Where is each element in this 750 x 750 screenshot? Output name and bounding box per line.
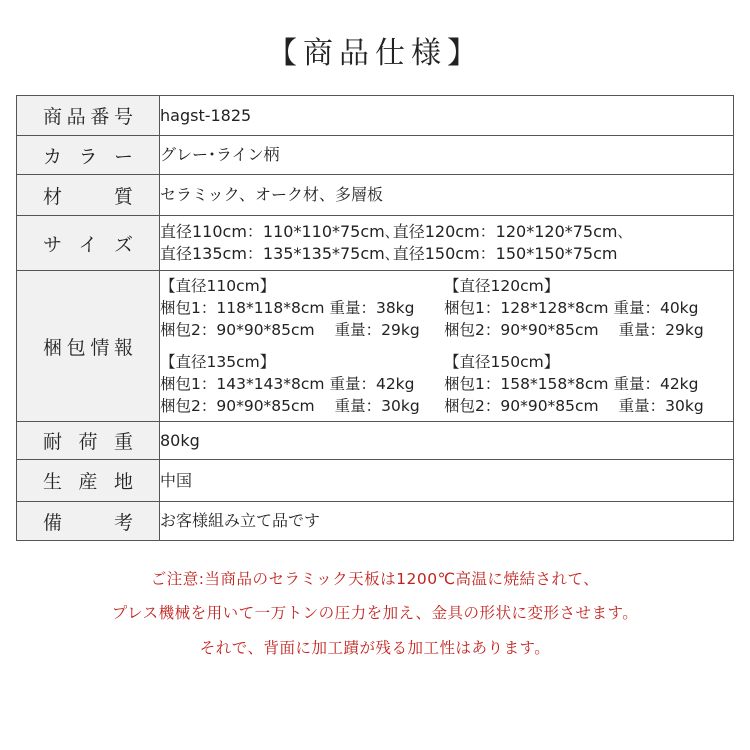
label-load-capacity: 耐 荷 重 <box>17 422 160 460</box>
package-header: 【直径120cm】 <box>444 277 560 295</box>
package-block-120 <box>444 275 714 341</box>
label-size: サ イ ズ <box>17 216 160 271</box>
size-line-1: 直径110cm：110*110*75cm､直径120cm：120*120*75cm､ <box>160 222 626 241</box>
caution-note-line-2: プレス機械を用いて一万トンの圧力を加え、金具の形状に変形させます。 <box>111 604 639 622</box>
caution-note-line-1: ご注意:当商品のセラミック天板は1200℃高温に焼結されて、 <box>150 570 600 588</box>
table-row-product-number <box>17 96 734 136</box>
value-material: セラミック、オーク材、多層板 <box>160 175 734 216</box>
value-origin: 中国 <box>160 460 734 502</box>
size-line-2: 直径135cm：135*135*75cm､直径150cm：150*150*75cm <box>160 244 618 263</box>
label-color: カ ラ ー <box>17 136 160 175</box>
table-row-load-capacity <box>17 422 734 460</box>
label-origin: 生 産 地 <box>17 460 160 502</box>
table-row-remarks <box>17 502 734 541</box>
label-remarks: 備 考 <box>17 502 160 541</box>
package-block-150 <box>444 351 714 417</box>
page-title: 【商品仕様】 <box>267 36 483 71</box>
value-packaging <box>160 271 734 422</box>
value-color: グレー･ライン柄 <box>160 136 734 175</box>
package-line-1: 梱包1：118*118*8cm 重量：38kg <box>160 299 415 317</box>
table-row-size <box>17 216 734 271</box>
label-material: 材 質 <box>17 175 160 216</box>
package-line-1: 梱包1：128*128*8cm 重量：40kg <box>444 299 699 317</box>
package-line-1: 梱包1：158*158*8cm 重量：42kg <box>444 375 699 393</box>
package-block-110 <box>160 275 444 341</box>
package-line-2: 梱包2：90*90*85cm 重量：30kg <box>160 397 420 415</box>
spec-table <box>16 95 734 541</box>
table-row-packaging <box>17 271 734 422</box>
value-remarks: お客様組み立て品です <box>160 502 734 541</box>
label-packaging: 梱 包 情 報 <box>17 271 160 422</box>
packaging-grid <box>160 275 733 417</box>
package-line-2: 梱包2：90*90*85cm 重量：29kg <box>160 321 420 339</box>
package-header: 【直径135cm】 <box>160 353 276 371</box>
value-load-capacity: 80kg <box>160 422 734 460</box>
package-header: 【直径150cm】 <box>444 353 560 371</box>
label-product-number: 商 品 番 号 <box>17 96 160 136</box>
package-header: 【直径110cm】 <box>160 277 276 295</box>
value-size <box>160 216 734 271</box>
table-row-material <box>17 175 734 216</box>
package-line-2: 梱包2：90*90*85cm 重量：30kg <box>444 397 704 415</box>
package-line-1: 梱包1：143*143*8cm 重量：42kg <box>160 375 415 393</box>
package-line-2: 梱包2：90*90*85cm 重量：29kg <box>444 321 704 339</box>
value-product-number: hagst-1825 <box>160 96 734 136</box>
caution-note-line-3: それで、背面に加工蹟が残る加工性はあります。 <box>199 639 551 657</box>
table-row-color <box>17 136 734 175</box>
table-row-origin <box>17 460 734 502</box>
package-block-135 <box>160 351 444 417</box>
